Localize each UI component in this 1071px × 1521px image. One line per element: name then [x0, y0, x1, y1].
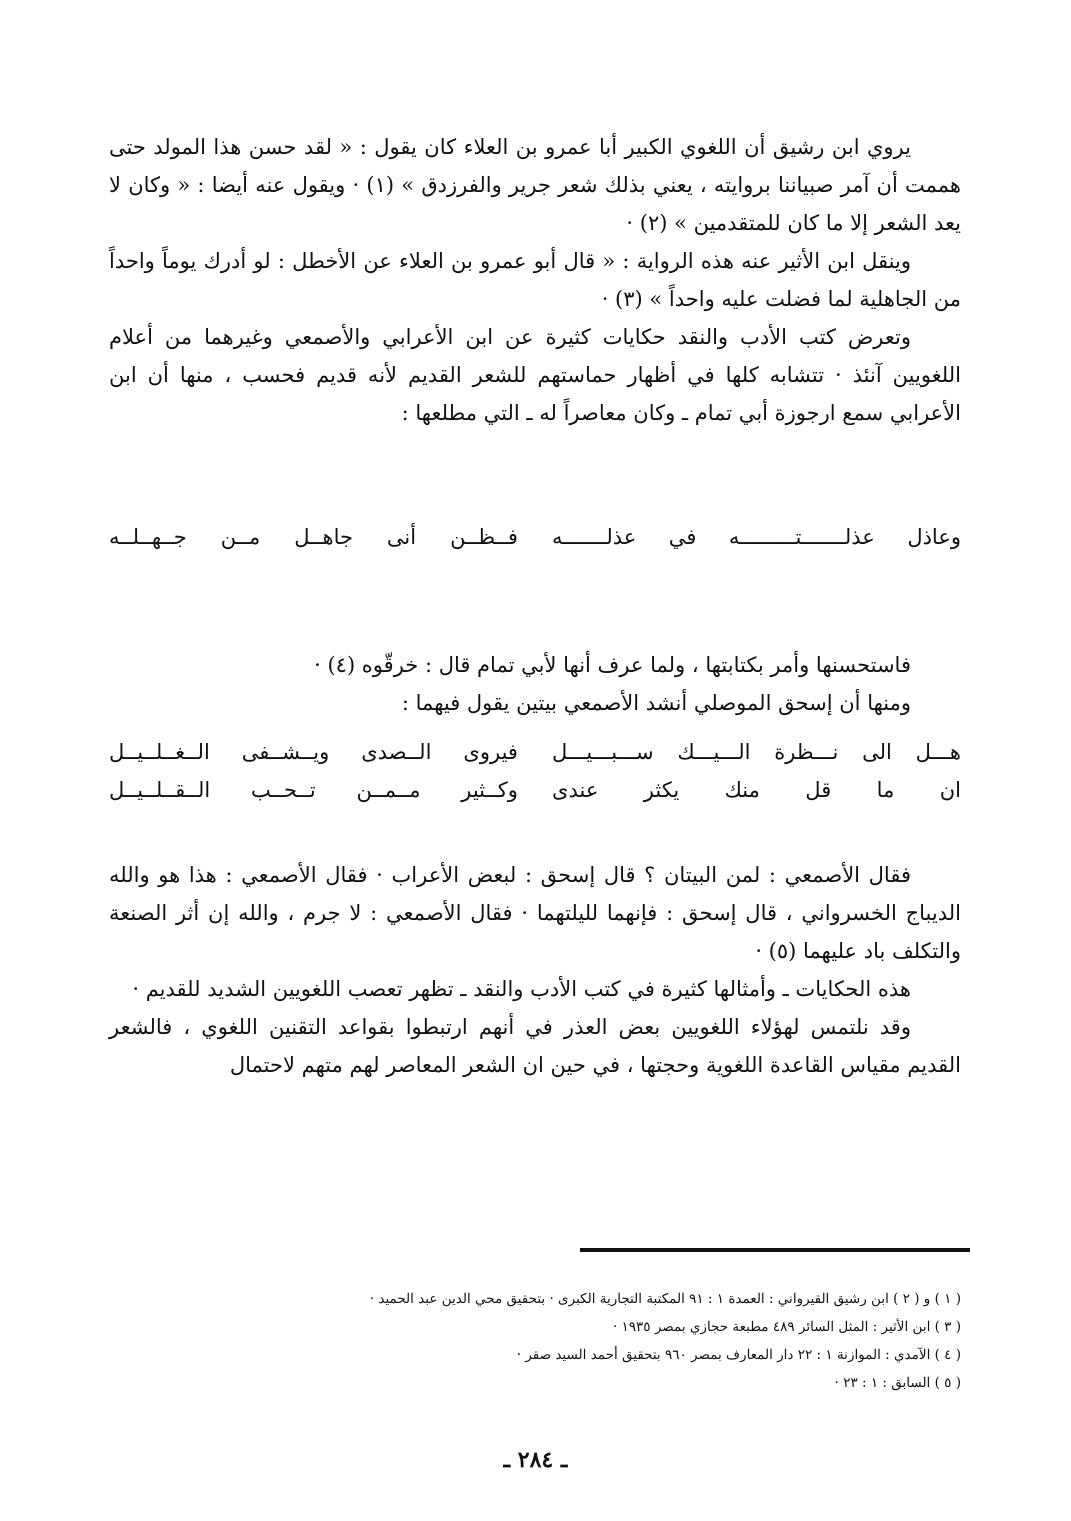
verse-hemistich-first: ان ما قل منك يكثر عندى — [552, 778, 961, 802]
page-number: ـ ٢٨٤ ـ — [503, 1447, 568, 1473]
verse-hemistich-second: فــظــن أنى جاهــل مــن جــهــلــه — [109, 525, 518, 549]
footnotes — [181, 1285, 961, 1397]
paragraph: ومنها أن إسحق الموصلي أنشد الأصمعي بيتين يقول فيهما : — [401, 691, 911, 715]
body-text-top — [109, 128, 961, 432]
paragraph: يروي ابن رشيق أن اللغوي الكبير أبا عمرو بن العلاء كان يقول : « لقد حسن هذا المولد حتى هممت أن آمر صبياننا بروايته ، يعني بذلك شعر جرير والفرزدق » (١) · ويقول عنه أيضا : « وكان لا يعد الشعر إلا ما كان للمتقدمين » (٢) · — [109, 135, 961, 235]
footnote-separator — [580, 1248, 970, 1252]
paragraph: وينقل ابن الأثير عنه هذه الرواية : « قال أبو عمرو بن العلاء عن الأخطل : لو أدرك يوماً واحداً من الجاهلية لما فضلت عليه واحداً » (٣) · — [109, 249, 961, 311]
verse-line — [109, 518, 961, 556]
body-text-middle — [109, 646, 961, 722]
footnote: ( ١ ) و ( ٢ ) ابن رشيق القيرواني : العمدة ١ : ٩١ المكتبة التجارية الكبرى · بتحقيق محي الدين عبد الحميد · — [369, 1291, 961, 1307]
footnote: ( ٥ ) السابق : ١ : ٢٣ · — [834, 1375, 961, 1391]
verse-line — [109, 771, 961, 809]
paragraph: وقد نلتمس لهؤلاء اللغويين بعض العذر في أنهم ارتبطوا بقواعد التقنين اللغوي ، فالشعر القديم مقياس القاعدة اللغوية وحجتها ، في حين ان الشعر المعاصر لهم متهم لاحتمال — [109, 1015, 961, 1077]
paragraph: وتعرض كتب الأدب والنقد حكايات كثيرة عن ابن الأعرابي والأصمعي وغيرهما من أعلام اللغويين آنئذ · تتشابه كلها في أظهار حماستهم للشعر القديم لأنه قديم فحسب ، منها أن ابن الأعرابي سمع ارجوزة أبي تمام ـ وكان معاصراً له ـ التي مطلعها : — [109, 325, 961, 425]
verse-line — [109, 733, 961, 771]
verse-hemistich-second: فيروى الــصدى ويــشــفى الــغــلــيــل — [109, 740, 518, 764]
footnote: ( ٣ ) ابن الأثير : المثل السائر ٤٨٩ مطبعة حجازي بمصر ١٩٣٥ · — [612, 1319, 961, 1335]
footnote: ( ٤ ) الآمدي : الموازنة ١ : ٢٢ دار المعارف بمصر ٩٦٠ بتحقيق أحمد السيد صقر · — [516, 1347, 961, 1363]
verse-hemistich-first: هـــل الى نـــظرة الـــيـــك ســـبـــيـــل — [552, 740, 961, 764]
body-text-bottom — [109, 856, 961, 1084]
verse-hemistich-first: وعاذل عذلـــــــتـــــــــه في عذلـــــــه — [552, 525, 961, 549]
paragraph: هذه الحكايات ـ وأمثالها كثيرة في كتب الأدب والنقد ـ تظهر تعصب اللغويين الشديد للقديم · — [132, 977, 911, 1001]
paragraph: فقال الأصمعي : لمن البيتان ؟ قال إسحق : لبعض الأعراب · فقال الأصمعي : هذا هو والله الديباج الخسرواني ، قال إسحق : فإنهما لليلتهما · فقال الأصمعي : لا جرم ، والله إن أثر الصنعة والتكلف باد عليهما (٥) · — [109, 863, 961, 963]
verse-hemistich-second: وكــثير مــمــن تــحــب الــقــلــيــل — [109, 778, 518, 802]
paragraph: فاستحسنها وأمر بكتابتها ، ولما عرف أنها لأبي تمام قال : خرقّوه (٤) · — [314, 653, 911, 677]
